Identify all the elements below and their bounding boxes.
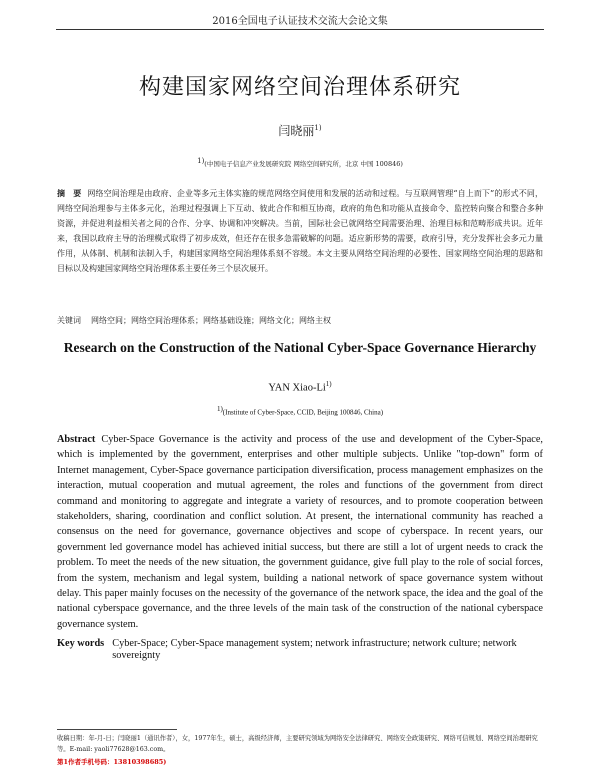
header-rule — [56, 29, 544, 30]
english-author — [0, 380, 600, 394]
chinese-keywords-text: 网络空间；网络空间治理体系；网络基础设施；网络文化；网络主权 — [91, 316, 331, 325]
footnote-rule — [57, 729, 177, 730]
english-abstract — [57, 432, 543, 632]
chinese-affiliation — [0, 157, 600, 168]
chinese-author-sup: 1) — [314, 124, 322, 132]
chinese-abstract-label: 摘 要 — [57, 188, 82, 198]
english-author-name: YAN Xiao-Li — [268, 382, 326, 394]
chinese-keywords-label: 关键词 — [57, 316, 81, 325]
chinese-author-name: 闫晓丽 — [278, 124, 315, 138]
english-abstract-label: Abstract — [57, 434, 96, 445]
chinese-affiliation-text: (中国电子信息产业发展研究院 网络空间研究所，北京 中国 100846) — [204, 160, 403, 169]
footnote-phone: 第1作者手机号码：13810398685) — [57, 758, 167, 766]
english-keywords-label: Key words — [57, 638, 105, 649]
english-keywords — [57, 638, 543, 662]
english-keywords-text: Cyber-Space; Cyber-Space management system; network infrastructure; network culture; network sovereignty — [112, 638, 517, 661]
english-abstract-text: Cyber-Space Governance is the activity and process of the use and development of the Cyber-Space, which is implemented by the government, enterprises and other multiple subjects. Unlike "top-down" form of Internet management, Cyber-Space governance participation diversification, process management emphasizes on the interaction, mutual cooperation and mutual agreement, the roles and functions of the government from direct command and monitoring to aggregate and integrate a variety of resources, and to promote cooperation between stakeholders, sharing, coordination and conflict solution. At present, the international community has reached a consensus on the need for governance, governance objectives and scope of cyberspace. In recent years, our government led governance model has achieved initial success, but there are still a lot of urgent needs to crack the problem. To meet the needs of the new situation, the government guidance, give full play to the role of social forces, from the system, mechanism and legal system, building a national network of space governance system without delay. This paper mainly focuses on the necessity of the governance of the network space, the idea and the goal of the national cyberspace governance, and the three levels of the main task of the construction of the national cyberspace governance system. — [57, 434, 543, 630]
english-affiliation-sup: 1) — [216, 405, 223, 413]
chinese-abstract — [57, 186, 543, 276]
english-affiliation — [0, 405, 600, 416]
chinese-keywords — [57, 315, 543, 326]
running-head: 2016全国电子认证技术交流大会论文集 — [212, 16, 388, 27]
english-author-sup: 1) — [325, 380, 332, 388]
chinese-author — [0, 122, 600, 139]
chinese-abstract-text: 网络空间治理是由政府、企业等多元主体实施的规范网络空间使用和发展的活动和过程。与互联网管理“自上而下”的形式不同，网络空间治理参与主体多元化，治理过程强调上下互动、彼此合作和相互协商，政府的角色和功能从直接命令、监控转向聚合和整合多种资源，并促进利益相关者之间的合作、分享、协调和冲突解决。当前，国际社会已就网络空间需要治理、治理目标和范畴形成共识。近年来，我国以政府主导的治理模式取得了初步成效，但还存在很多急需破解的问题。适应新形势的需要，政府引导，充分发挥社会多元力量作用，从体制、机制和法制入手，构建国家网络空间治理体系刻不容缓。本文主要从网络空间治理的必要性、国家网络空间治理的思路和目标以及构建国家网络空间治理体系主要任务三个层次展开。 — [57, 189, 543, 273]
chinese-title: 构建国家网络空间治理体系研究 — [138, 75, 461, 100]
english-title: Research on the Construction of the National Cyber-Space Governance Hierarchy — [63, 340, 537, 355]
chinese-affiliation-sup: 1) — [197, 157, 205, 165]
english-affiliation-text: (Institute of Cyber-Space, CCID, Beijing 100846, China) — [222, 408, 384, 417]
footnote: 收稿日期：年-月-日；闫晓丽1（通讯作者），女，1977年生，硕士，高级经济师，主要研究领域为网络安全法律研究、网络安全政策研究、网络可信规划、网络空间治理研究等。E-mail: yaoli77628@163.com。 — [57, 735, 538, 753]
